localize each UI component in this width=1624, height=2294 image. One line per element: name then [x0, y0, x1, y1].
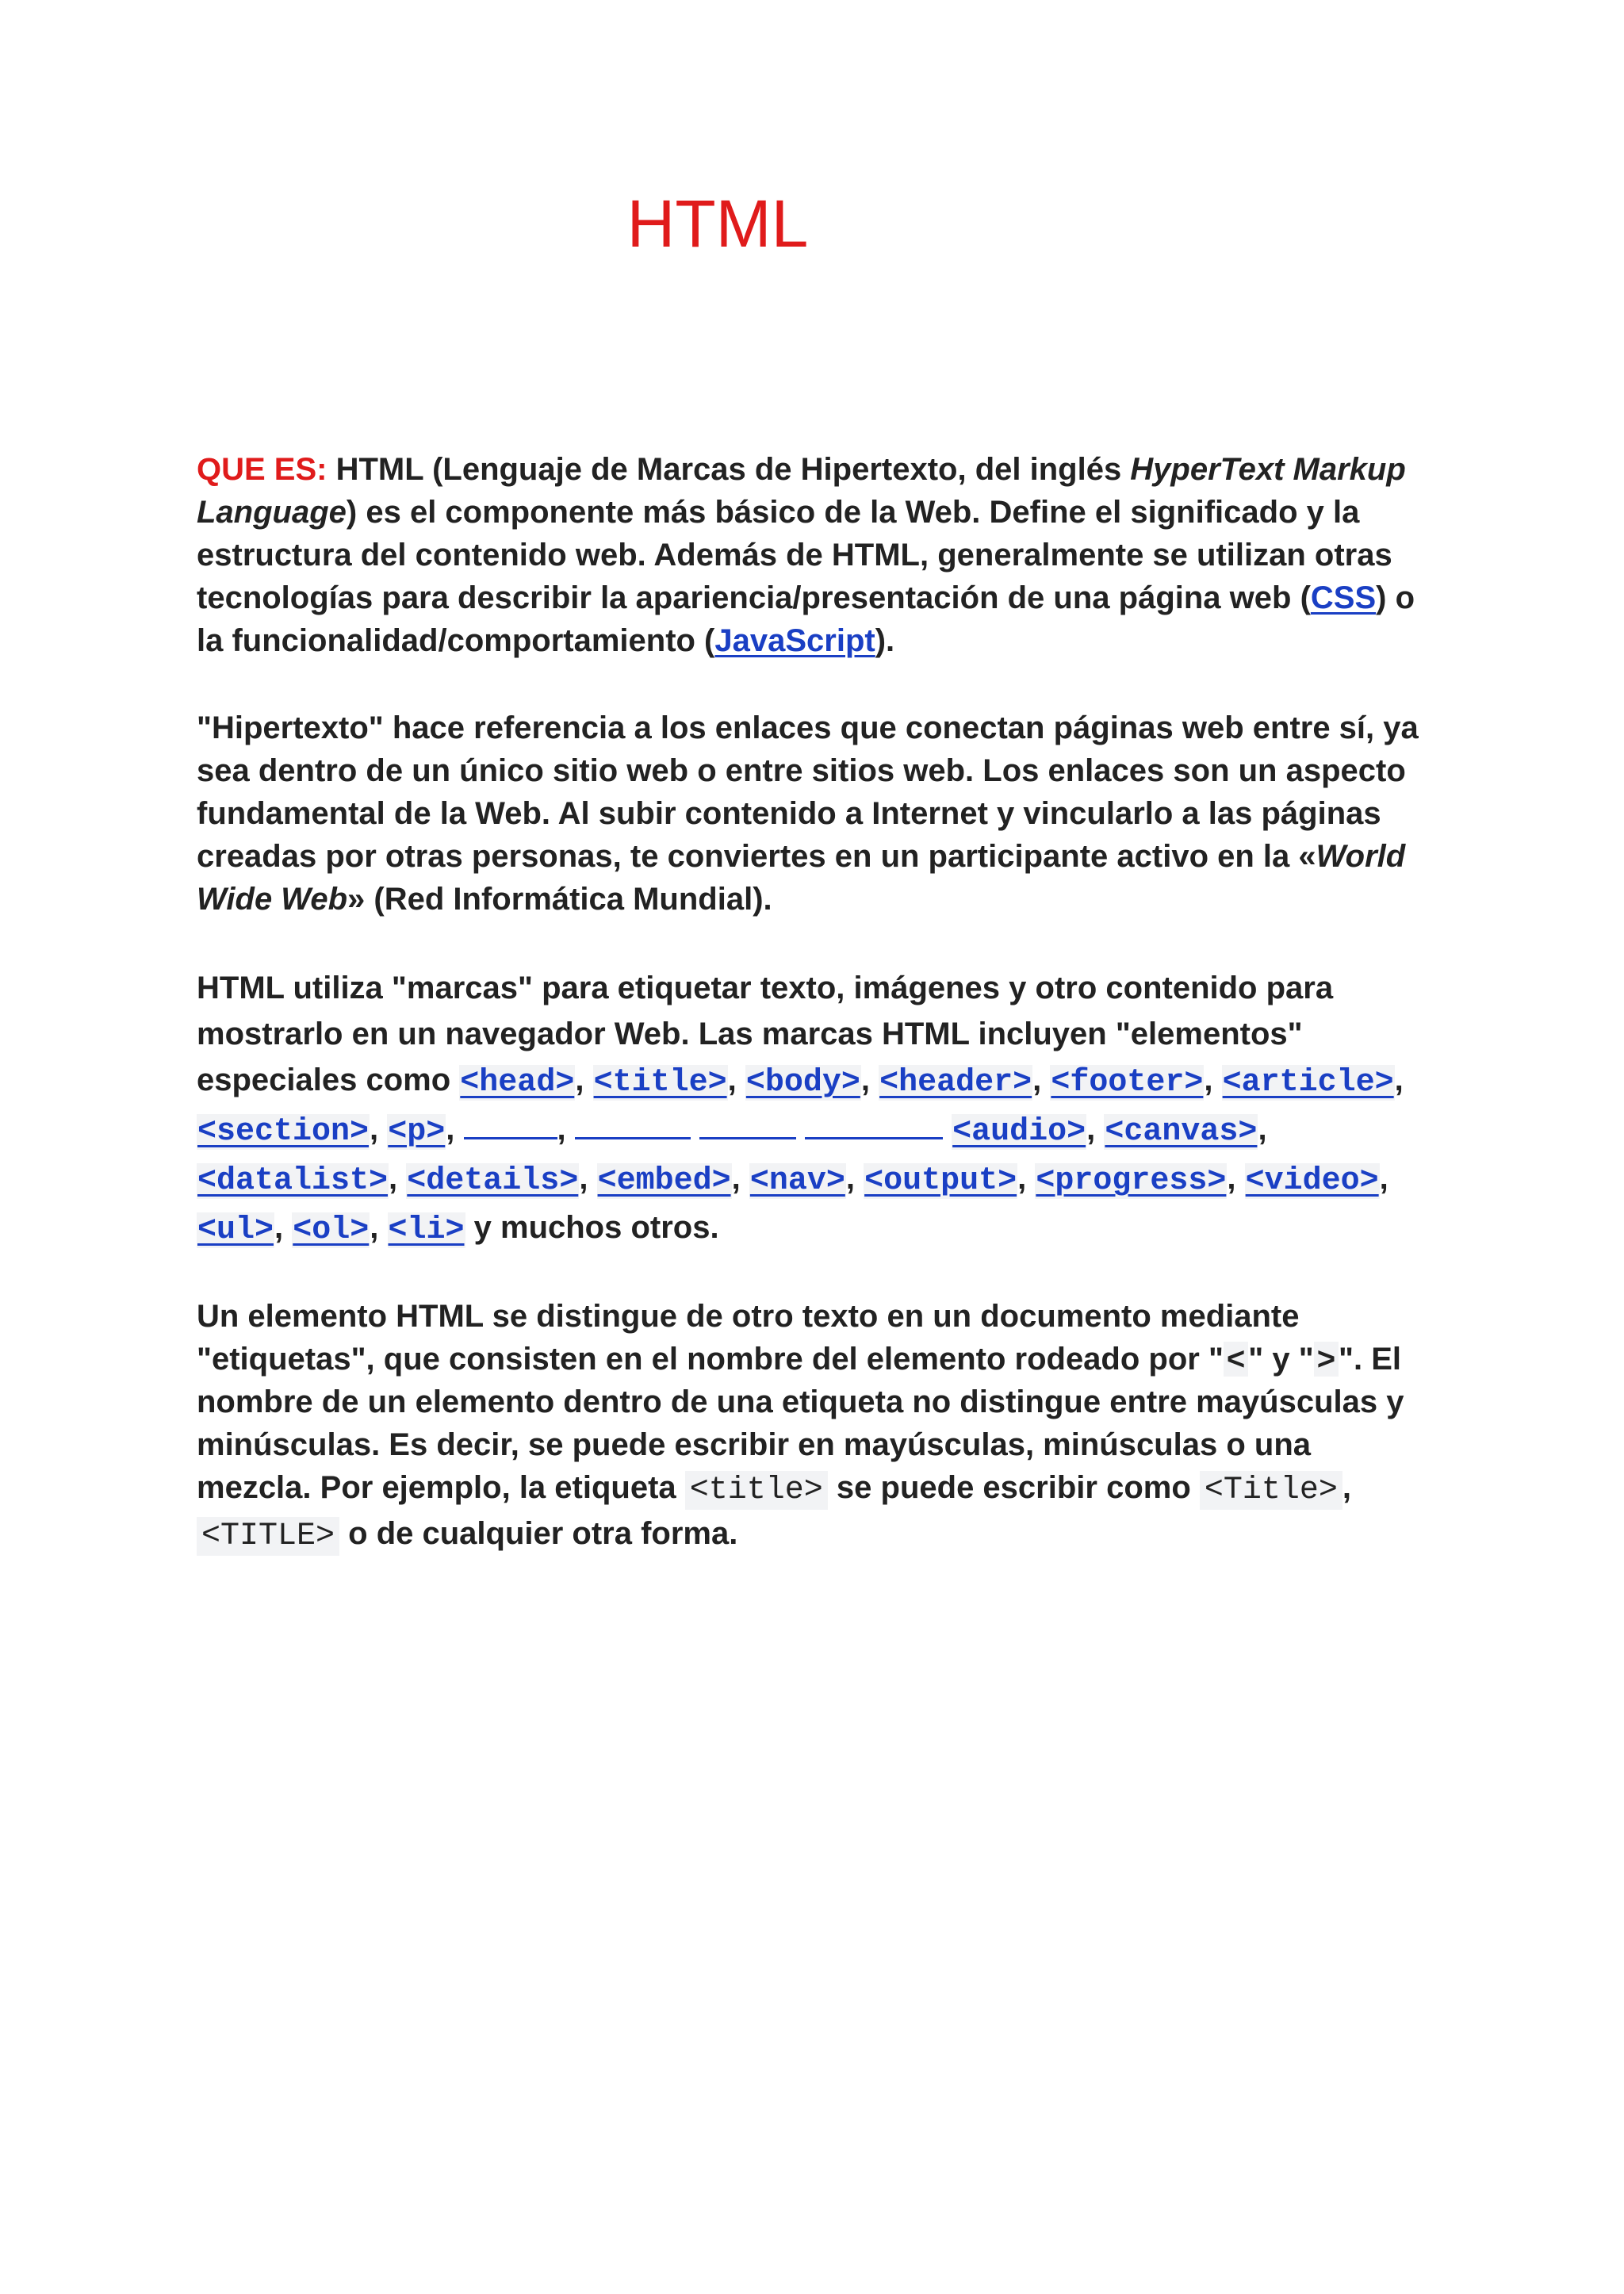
- elements-intro: HTML utiliza "marcas" para etiquetar texto, imágenes y otro contenido para mostrarlo en un navegador Web. Las marcas HTML incluyen "elementos" especiales como: [197, 971, 1334, 1097]
- greater-than-symbol: >: [1314, 1342, 1339, 1377]
- javascript-link[interactable]: JavaScript: [714, 623, 875, 658]
- tags-text: o de cualquier otra forma.: [339, 1516, 738, 1551]
- tag-link-blank[interactable]: [464, 1107, 557, 1139]
- tag-link-blank[interactable]: [575, 1107, 691, 1139]
- less-than-symbol: <: [1224, 1342, 1248, 1377]
- definition-text: ) o la funcionalidad/comportamiento (: [197, 580, 1415, 658]
- page-title: HTML: [626, 186, 809, 261]
- tag-link-head[interactable]: <head>: [460, 1065, 575, 1101]
- definition-emphasis: HyperText Markup Language: [197, 452, 1406, 530]
- paragraph-definition: [197, 448, 1434, 662]
- code-title-upper: <TITLE>: [197, 1517, 339, 1556]
- tag-link-canvas[interactable]: <canvas>: [1105, 1114, 1258, 1150]
- tags-text: " y ": [1248, 1342, 1314, 1377]
- definition-label: QUE ES:: [197, 452, 327, 487]
- definition-text: ).: [875, 623, 895, 658]
- tag-link-datalist[interactable]: <datalist>: [197, 1163, 389, 1199]
- tag-link-audio[interactable]: <audio>: [952, 1114, 1086, 1150]
- tag-link-ol[interactable]: <ol>: [293, 1212, 370, 1248]
- tag-link-blank[interactable]: [699, 1107, 796, 1139]
- tag-link-title[interactable]: <title>: [593, 1065, 727, 1101]
- document-body: [197, 448, 1434, 1603]
- tags-text: ,: [1342, 1470, 1352, 1505]
- tag-link-header[interactable]: <header>: [879, 1065, 1032, 1101]
- tag-link-embed[interactable]: <embed>: [597, 1163, 731, 1199]
- tag-link-video[interactable]: <video>: [1245, 1163, 1379, 1199]
- css-link[interactable]: CSS: [1310, 580, 1377, 615]
- tags-text: Un elemento HTML se distingue de otro texto en un documento mediante "etiquetas", que consisten en el nombre del elemento rodeado por ": [197, 1299, 1300, 1377]
- code-title-capitalized: <Title>: [1200, 1471, 1342, 1510]
- tags-text: ". El nombre de un elemento dentro de una etiqueta no distingue entre mayúsculas y minúsculas. Es decir, se puede escribir en mayúsculas, minúsculas o una mezcla. Por ejemplo, la etiqueta: [197, 1342, 1404, 1505]
- www-emphasis: World Wide Web: [197, 839, 1406, 917]
- elements-ending: y muchos otros.: [473, 1210, 719, 1245]
- definition-text: ) es el componente más básico de la Web. Define el significado y la estructura del contenido web. Además de HTML, generalmente se utilizan otras tecnologías para describir la apariencia/presentación de una página web (: [197, 495, 1392, 615]
- tags-text: se puede escribir como: [827, 1470, 1200, 1505]
- definition-text: HTML (Lenguaje de Marcas de Hipertexto, del inglés: [327, 452, 1131, 487]
- tag-link-section[interactable]: <section>: [197, 1114, 370, 1150]
- tag-link-progress[interactable]: <progress>: [1036, 1163, 1227, 1199]
- paragraph-tags: [197, 1295, 1434, 1558]
- hypertext-text: » (Red Informática Mundial).: [347, 882, 772, 917]
- tag-link-nav[interactable]: <nav>: [749, 1163, 845, 1199]
- tag-link-blank[interactable]: [805, 1107, 943, 1139]
- tag-link-footer[interactable]: <footer>: [1051, 1065, 1204, 1101]
- tag-link-ul[interactable]: <ul>: [197, 1212, 274, 1248]
- tag-link-li[interactable]: <li>: [388, 1212, 465, 1248]
- paragraph-elements: HTML utiliza "marcas" para etiquetar texto, imágenes y otro contenido para mostrarlo en un navegador Web. Las marcas HTML incluyen "elementos" especiales como <head>, <title>, <body>, <header>, <footer>, <article>, <section>, <p>, , <audio>, <canvas>, <datalist>, <details>, <embed>, <nav>, <output>, <progress>, <video>, <ul>, <ol>, <li> y muchos otros.: [197, 971, 1404, 1248]
- hypertext-text: "Hipertexto" hace referencia a los enlaces que conectan páginas web entre sí, ya sea dentro de un único sitio web o entre sitios web. Los enlaces son un aspecto fundamental de la Web. Al subir contenido a Internet y vincularlo a las páginas creadas por otras personas, te conviertes en un participante activo en la «: [197, 710, 1419, 874]
- tag-link-output[interactable]: <output>: [864, 1163, 1017, 1199]
- tag-link-body[interactable]: <body>: [745, 1065, 860, 1101]
- tag-link-details[interactable]: <details>: [407, 1163, 579, 1199]
- code-title-lower: <title>: [685, 1471, 828, 1510]
- tag-link-article[interactable]: <article>: [1222, 1065, 1394, 1101]
- tag-link-p[interactable]: <p>: [388, 1114, 446, 1150]
- paragraph-hypertext: [197, 707, 1434, 921]
